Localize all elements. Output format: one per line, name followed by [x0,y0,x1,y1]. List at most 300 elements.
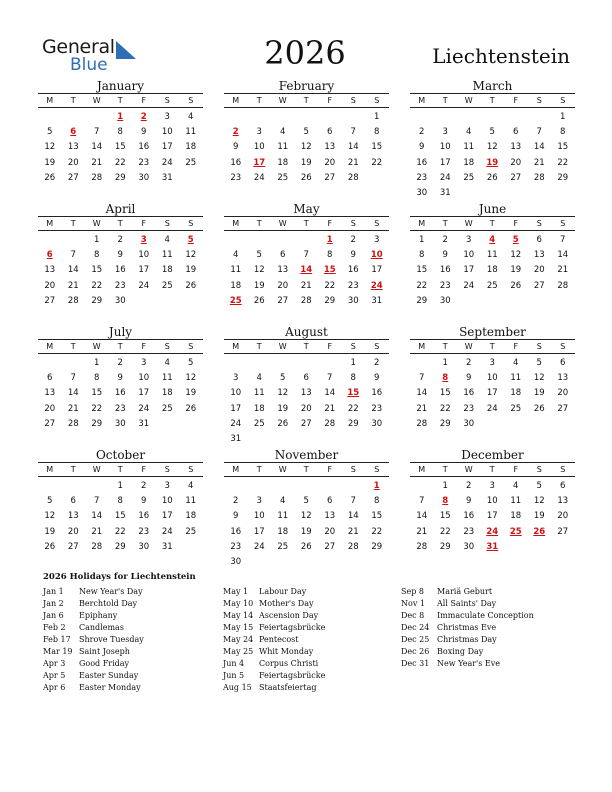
day-cell: 30 [371,418,383,429]
empty-day-cell [62,479,86,494]
day-cell: 25 [161,280,173,291]
day-cell: 14 [91,142,103,153]
day-cell: 6 [513,127,519,138]
week-row [224,356,389,371]
day-cell: 22 [114,157,126,168]
empty-day-cell [410,356,434,371]
day-cell: 14 [533,142,545,153]
day-cell: 19 [533,388,545,399]
day-cell: 10 [463,250,475,261]
holiday-day-cell: 24 [486,526,499,537]
day-cell: 13 [510,142,522,153]
holiday-day-cell: 24 [370,280,383,291]
day-cell: 29 [557,172,569,183]
week-row [38,294,203,309]
day-cell: 5 [47,496,53,507]
day-cell: 10 [138,250,150,261]
weekday-label: T [489,219,495,228]
holiday-name: All Saints' Day [437,599,497,608]
weekday-label: T [442,465,448,474]
day-cell: 10 [486,496,498,507]
day-cell: 10 [253,142,265,153]
day-cell: 2 [442,235,448,245]
day-cell: 28 [533,172,545,183]
week-row [224,110,389,125]
holiday-date: Dec 25 [401,635,430,644]
day-cell: 12 [510,250,522,261]
day-cell: 8 [374,496,380,507]
day-cell: 10 [439,142,451,153]
day-cell: 28 [347,541,359,552]
day-cell: 11 [510,373,522,384]
day-cell: 7 [350,496,356,507]
week-row [38,386,203,401]
day-cell: 8 [327,250,333,261]
weekday-label: M [46,219,54,228]
weekday-label: M [232,465,240,474]
day-cell: 29 [91,418,103,429]
holiday-name: Mother's Day [259,599,314,608]
week-row [38,125,203,140]
week-row [410,186,575,201]
holiday-date: May 1 [223,587,249,596]
day-cell: 27 [533,280,545,291]
day-cell: 30 [416,187,428,198]
day-cell: 28 [416,418,428,429]
month-title: June [478,202,507,216]
day-cell: 29 [416,295,428,306]
week-row [224,279,389,294]
day-cell: 3 [256,127,262,138]
weekday-label: T [489,96,495,105]
month-may [224,203,389,309]
holiday-entry [223,634,403,646]
holiday-name: Christmas Eve [437,623,497,632]
weekday-label: T [442,342,448,351]
day-cell: 7 [94,127,100,138]
day-cell: 27 [300,418,312,429]
holiday-day-cell: 5 [512,235,519,245]
weekday-label: T [70,465,76,474]
holiday-date: Sep 8 [401,587,424,596]
weekday-label: F [141,219,147,228]
week-row [38,356,203,371]
week-row [38,248,203,263]
weekday-label: M [418,219,426,228]
month-september [410,326,575,432]
weekday-label: F [513,219,519,228]
day-cell: 5 [536,481,542,491]
day-cell: 4 [233,250,239,261]
weekday-label: S [188,465,194,474]
holiday-day-cell: 8 [442,496,449,507]
day-cell: 18 [277,526,289,537]
weekday-header [38,216,203,231]
day-cell: 31 [371,295,383,306]
day-cell: 30 [463,418,475,429]
month-title: January [96,79,145,93]
week-row [224,417,389,432]
week-row [410,140,575,155]
week-row [38,494,203,509]
empty-day-cell [481,186,505,201]
empty-day-cell [224,356,248,371]
month-title: February [278,79,335,93]
weekday-header [410,462,575,477]
day-cell: 5 [280,373,286,384]
week-row [38,279,203,294]
empty-day-cell [528,417,552,432]
day-cell: 16 [371,388,383,399]
week-row [410,479,575,494]
day-cell: 3 [164,481,170,491]
day-cell: 7 [560,235,566,245]
day-cell: 25 [277,541,289,552]
week-row [410,540,575,555]
week-row [410,125,575,140]
month-title: December [461,448,524,462]
week-row [410,248,575,263]
empty-day-cell [457,110,481,125]
week-row [224,248,389,263]
day-cell: 12 [533,496,545,507]
day-cell: 8 [94,373,100,384]
day-cell: 3 [489,358,495,368]
day-cell: 22 [371,526,383,537]
empty-day-cell [318,555,342,570]
day-cell: 28 [347,172,359,183]
day-cell: 6 [327,127,333,138]
weekday-label: M [232,96,240,105]
day-cell: 17 [161,142,173,153]
holiday-day-cell: 19 [486,157,499,168]
holiday-day-cell: 1 [373,481,380,491]
weekday-label: W [278,465,287,474]
day-cell: 14 [67,265,79,276]
holiday-name: Boxing Day [437,647,484,656]
day-cell: 28 [557,280,569,291]
day-cell: 19 [277,403,289,414]
day-cell: 28 [91,172,103,183]
day-cell: 3 [256,496,262,507]
month-october [38,449,203,555]
empty-day-cell [248,555,272,570]
day-cell: 2 [350,235,356,245]
weekday-label: T [489,342,495,351]
empty-day-cell [62,110,86,125]
weekday-label: T [303,465,309,474]
holiday-day-cell: 25 [229,295,242,306]
day-cell: 11 [486,250,498,261]
holiday-name: Ascension Day [259,611,319,620]
day-cell: 9 [117,373,123,384]
day-cell: 16 [114,388,126,399]
empty-day-cell [342,479,366,494]
day-cell: 27 [324,541,336,552]
holiday-date: Feb 17 [43,635,71,644]
day-cell: 13 [557,373,569,384]
day-cell: 24 [230,418,242,429]
day-cell: 8 [94,250,100,261]
day-cell: 25 [161,403,173,414]
holiday-name: Christmas Day [437,635,497,644]
week-row [38,417,203,432]
empty-day-cell [504,294,528,309]
day-cell: 6 [280,250,286,261]
day-cell: 5 [47,127,53,138]
empty-day-cell [528,540,552,555]
day-cell: 16 [463,511,475,522]
day-cell: 18 [486,265,498,276]
empty-day-cell [457,294,481,309]
day-cell: 24 [161,157,173,168]
holiday-name: Immaculate Conception [437,611,534,620]
weekday-header [224,462,389,477]
day-cell: 30 [114,295,126,306]
day-cell: 27 [557,526,569,537]
day-cell: 5 [188,358,194,368]
day-cell: 23 [347,280,359,291]
empty-day-cell [85,110,109,125]
day-cell: 11 [161,250,173,261]
day-cell: 29 [114,172,126,183]
day-cell: 8 [374,127,380,138]
holiday-day-cell: 31 [486,541,499,552]
day-cell: 23 [114,403,126,414]
day-cell: 21 [67,403,79,414]
holiday-entry [43,634,223,646]
empty-day-cell [410,479,434,494]
empty-day-cell [481,294,505,309]
weekday-label: W [464,96,473,105]
holiday-date: Jun 5 [223,671,245,680]
logo-text-general: General [42,36,115,58]
day-cell: 4 [164,358,170,368]
day-cell: 7 [419,496,425,507]
day-cell: 17 [439,157,451,168]
weekday-label: S [374,465,380,474]
day-cell: 20 [44,280,56,291]
weekday-label: T [303,342,309,351]
day-cell: 9 [141,496,147,507]
weekday-label: S [560,342,566,351]
day-cell: 22 [324,280,336,291]
weekday-header [224,93,389,108]
day-cell: 24 [253,172,265,183]
week-row [224,156,389,171]
holiday-day-cell: 3 [140,235,147,245]
day-cell: 29 [91,295,103,306]
holiday-day-cell: 5 [187,235,194,245]
weekday-label: M [46,465,54,474]
weekday-label: M [418,96,426,105]
day-cell: 22 [91,280,103,291]
holiday-date: May 14 [223,611,254,620]
day-cell: 28 [324,418,336,429]
weekday-label: M [232,219,240,228]
holiday-date: Dec 26 [401,647,430,656]
day-cell: 24 [138,403,150,414]
day-cell: 19 [300,157,312,168]
week-row [410,263,575,278]
week-row [224,479,389,494]
day-cell: 18 [277,157,289,168]
day-cell: 7 [419,373,425,384]
day-cell: 24 [161,526,173,537]
holiday-name: Feiertagsbrücke [259,623,326,632]
weekday-label: T [117,219,123,228]
weekday-label: F [327,465,333,474]
empty-day-cell [528,110,552,125]
day-cell: 1 [117,481,123,491]
week-row [38,171,203,186]
weekday-label: W [92,219,101,228]
day-cell: 9 [233,142,239,153]
day-cell: 18 [161,388,173,399]
weekday-label: F [141,465,147,474]
day-cell: 26 [510,280,522,291]
weekday-label: W [92,96,101,105]
day-cell: 25 [253,418,265,429]
holiday-entry [43,646,223,658]
day-cell: 20 [67,526,79,537]
day-cell: 5 [303,127,309,138]
day-cell: 13 [67,511,79,522]
week-row [410,371,575,386]
holiday-day-cell: 15 [347,388,360,399]
empty-day-cell [271,555,295,570]
day-cell: 25 [185,157,197,168]
holiday-date: Dec 31 [401,659,430,668]
day-cell: 23 [230,541,242,552]
holiday-entry [223,610,403,622]
day-cell: 29 [439,418,451,429]
day-cell: 23 [416,172,428,183]
day-cell: 10 [253,511,265,522]
holiday-day-cell: 4 [489,235,496,245]
day-cell: 19 [510,265,522,276]
day-cell: 12 [300,142,312,153]
day-cell: 30 [439,295,451,306]
day-cell: 21 [347,526,359,537]
weekday-label: T [303,219,309,228]
day-cell: 14 [416,511,428,522]
day-cell: 31 [439,187,451,198]
day-cell: 24 [253,541,265,552]
weekday-label: T [303,96,309,105]
day-cell: 1 [560,112,566,122]
holiday-name: Epiphany [79,611,118,620]
day-cell: 12 [185,373,197,384]
empty-day-cell [271,356,295,371]
holiday-date: May 24 [223,635,254,644]
empty-day-cell [179,171,203,186]
holiday-date: May 15 [223,623,254,632]
day-cell: 11 [185,127,197,138]
holiday-entry [401,646,581,658]
day-cell: 29 [347,418,359,429]
day-cell: 19 [300,526,312,537]
week-row [38,525,203,540]
day-cell: 31 [138,418,150,429]
weekday-label: S [188,342,194,351]
week-row [224,263,389,278]
weekday-label: S [560,96,566,105]
holiday-day-cell: 10 [370,250,383,261]
day-cell: 20 [557,388,569,399]
weekday-label: F [327,342,333,351]
day-cell: 4 [513,358,519,368]
day-cell: 4 [513,481,519,491]
empty-day-cell [318,479,342,494]
day-cell: 13 [324,142,336,153]
day-cell: 27 [44,418,56,429]
day-cell: 17 [463,265,475,276]
month-december [410,449,575,555]
empty-day-cell [295,233,319,248]
week-row [224,140,389,155]
day-cell: 10 [161,127,173,138]
day-cell: 12 [486,142,498,153]
day-cell: 3 [466,235,472,245]
day-cell: 4 [188,112,194,122]
weekday-label: S [536,465,542,474]
empty-day-cell [38,479,62,494]
day-cell: 22 [114,526,126,537]
day-cell: 17 [371,265,383,276]
empty-day-cell [62,356,86,371]
day-cell: 13 [557,496,569,507]
empty-day-cell [342,110,366,125]
week-row [38,371,203,386]
empty-day-cell [342,432,366,447]
holiday-date: Feb 2 [43,623,66,632]
weekday-label: M [418,342,426,351]
day-cell: 20 [557,511,569,522]
week-row [410,279,575,294]
week-row [410,525,575,540]
day-cell: 25 [185,526,197,537]
empty-day-cell [318,432,342,447]
weekday-label: M [232,342,240,351]
holiday-entry [43,682,223,694]
day-cell: 13 [324,511,336,522]
empty-day-cell [248,356,272,371]
day-cell: 9 [141,127,147,138]
day-cell: 25 [486,280,498,291]
day-cell: 28 [67,295,79,306]
holiday-name: Easter Monday [79,683,141,692]
day-cell: 14 [557,250,569,261]
holiday-date: Jun 4 [223,659,245,668]
month-july [38,326,203,432]
day-cell: 15 [371,511,383,522]
day-cell: 30 [138,172,150,183]
day-cell: 2 [141,481,147,491]
holiday-column [401,586,581,670]
day-cell: 3 [374,235,380,245]
weekday-label: F [141,96,147,105]
day-cell: 26 [185,280,197,291]
day-cell: 13 [44,265,56,276]
empty-day-cell [342,555,366,570]
day-cell: 22 [347,403,359,414]
holiday-name: Corpus Christi [259,659,319,668]
day-cell: 16 [416,157,428,168]
day-cell: 31 [161,172,173,183]
weekday-label: S [374,342,380,351]
holiday-name: Candlemas [79,623,124,632]
